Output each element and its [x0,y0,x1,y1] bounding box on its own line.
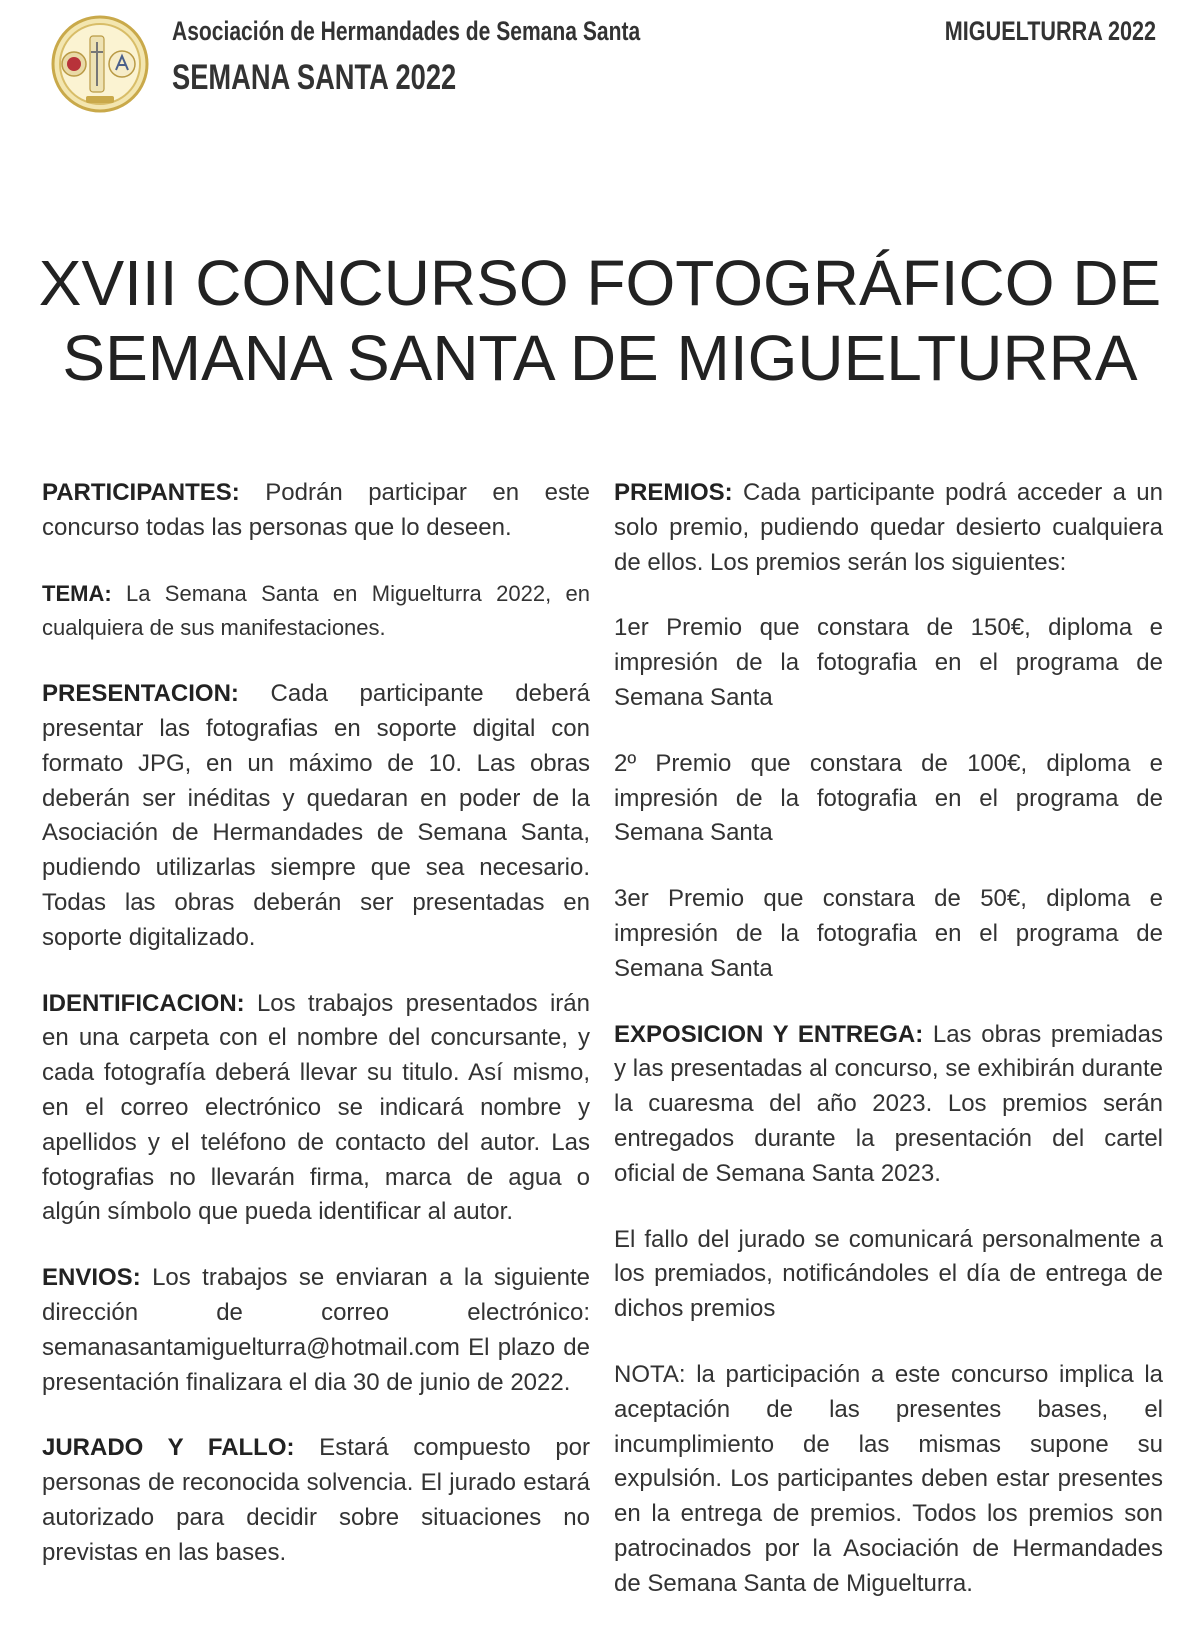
section-exposicion [614,1018,1163,1192]
section-label: EXPOSICION Y ENTREGA: [614,1020,924,1048]
page-title-line-1: XVIII CONCURSO FOTOGRÁFICO DE [38,247,1162,319]
section-text: Cada participante deberá presentar las fotografias en soporte digital con formato JPG, en un máximo de 10. Las obras deberán ser inéditas y quedaran en poder de la Asociación de Hermandades de Semana Santa, pudiendo utilizarlas siempre que sea necesario. Todas las obras deberán ser presentadas en soporte digitalizado. [42,680,590,951]
section-text: La Semana Santa en Miguelturra 2022, en cualquiera de sus manifestaciones. [42,580,590,641]
place-year: MIGUELTURRA 2022 [944,16,1156,46]
section-label: PARTICIPANTES: [42,479,240,506]
brotherhood-seal-icon [50,14,150,114]
prize-first: 1er Premio que constara de 150€, diploma e impresión de la fotografia en el programa de Semana Santa [614,614,1163,711]
section-text: Las obras premiadas y las presentadas al concurso, se exhibirán durante la cuaresma del año 2023. Los premios serán entregados durante la presentación del cartel oficial de Semana Santa 2023. [614,1020,1163,1187]
section-presentacion [42,677,590,955]
section-label: TEMA: [42,580,112,606]
prize-third: 3er Premio que constara de 50€, diploma e impresión de la fotografia en el programa de Semana Santa [614,885,1163,982]
edition-title: SEMANA SANTA 2022 [172,58,457,97]
page-title-line-2: SEMANA SANTA DE MIGUELTURRA [62,322,1138,394]
section-text: Estará compuesto por personas de reconocida solvencia. El jurado estará autorizado para decidir sobre situaciones no previstas en las bases. [42,1434,590,1566]
page-title [0,246,1200,396]
right-column [614,476,1163,1633]
section-envios [42,1261,590,1400]
section-text: Cada participante podrá acceder a un solo premio, pudiendo quedar desierto cualquiera de ellos. Los premios serán los siguientes: [614,479,1163,576]
section-identificacion [42,987,590,1231]
section-participantes [42,476,590,546]
section-fallo: El fallo del jurado se comunicará personalmente a los premiados, notificándoles el día de entrega de dichos premios [614,1225,1163,1323]
section-tema [42,577,590,647]
section-label: IDENTIFICACION: [42,989,245,1017]
section-premios [614,476,1163,580]
section-label: PRESENTACION: [42,680,239,708]
section-nota: NOTA: la participación a este concurso implica la aceptación de las presentes bases, el incumplimiento de las mismas supone su expulsión. Los participantes deben estar presentes en la entrega de premios. Todos los premios son patrocinados por la Asociación de Hermandades de Semana Santa de Miguelturra. [614,1360,1163,1597]
section-label: JURADO Y FALLO: [42,1434,295,1462]
section-text: Los trabajos presentados irán en una carpeta con el nombre del concursante, y cada fotografía deberá llevar su titulo. Así mismo, en el correo electrónico se indicará nombre y apellidos y el teléfono de contacto del autor. Las fotografias no llevarán firma, marca de agua o algún símbolo que pueda identificar al autor. [42,989,590,1226]
left-column [42,476,590,1602]
section-label: ENVIOS: [42,1264,141,1292]
organization-name: Asociación de Hermandades de Semana Santa [172,16,641,46]
section-jurado [42,1431,590,1570]
section-text: Los trabajos se enviaran a la siguiente dirección de correo electrónico: semanasantamiguelturra@hotmail.com El plazo de presentación finalizara el dia 30 de junio de 2022. [42,1264,590,1396]
section-text: Podrán participar en este concurso todas las personas que lo deseen. [42,479,590,541]
prize-second: 2º Premio que constara de 100€, diploma e impresión de la fotografia en el programa de Semana Santa [614,749,1163,847]
section-label: PREMIOS: [614,479,733,506]
